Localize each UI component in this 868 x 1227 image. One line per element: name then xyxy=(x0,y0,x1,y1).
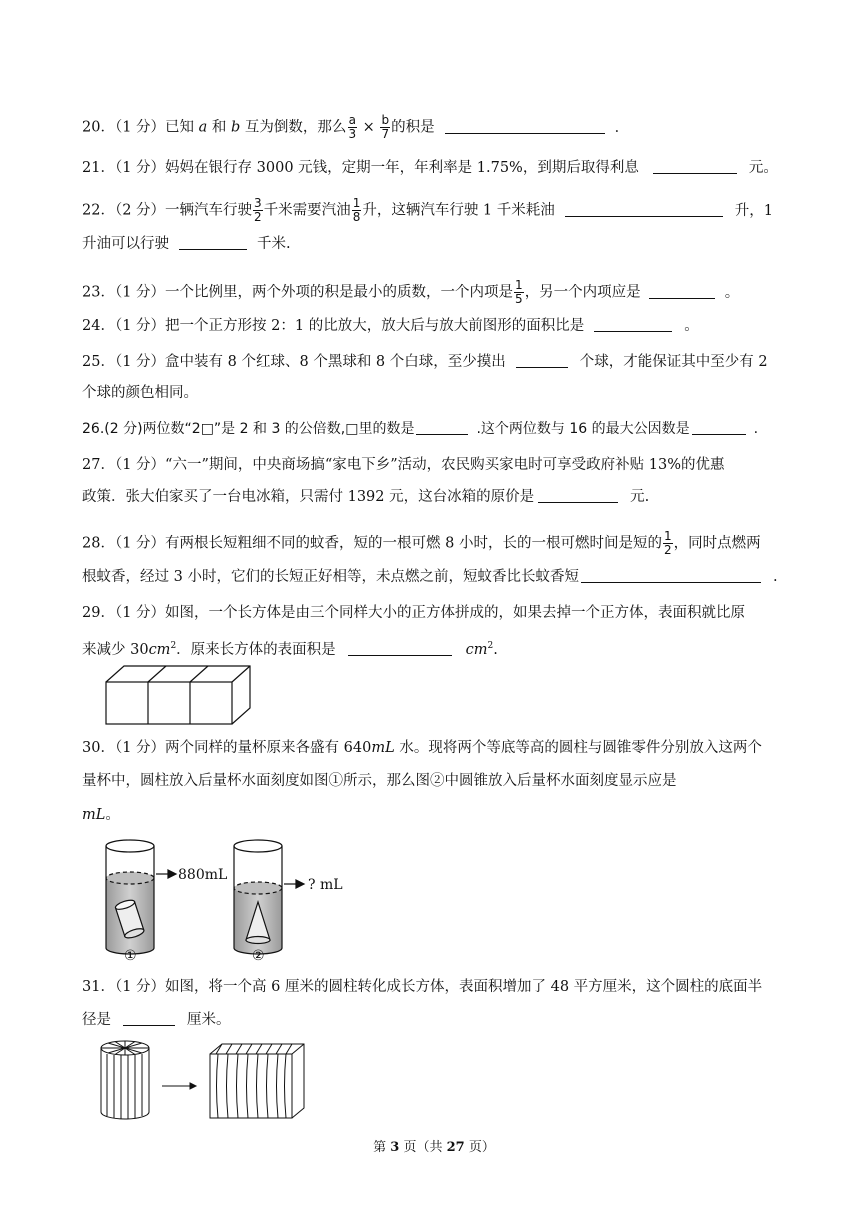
page-footer: 第 3 页（共 27 页） xyxy=(373,1140,495,1155)
cup-1-caption: ① xyxy=(124,948,137,964)
question-22-line2: 升油可以行驶 千米. xyxy=(82,236,291,252)
answer-blank[interactable] xyxy=(179,235,247,250)
cup-2 xyxy=(234,840,304,954)
question-20: 20．（1 分）已知 a 和 b 互为倒数，那么 $\frac{a}{3}$ × $\frac{b}{7}$ 的积是 ． xyxy=(82,113,630,141)
measuring-cups-figure xyxy=(98,836,348,964)
question-number: 20． xyxy=(82,119,115,136)
cup-2-caption: ② xyxy=(252,948,265,964)
question-22: 22．（2 分）一辆汽车行驶 $\frac{3}{2}$ 千米需要汽油 $\frac{1}{8}$ 升，这辆汽车行驶 1 千米耗油 升，1 xyxy=(82,196,774,224)
question-29-line2: 来减少 $30cm^2$．原来长方体的表面积是 $cm^2$. xyxy=(82,641,498,658)
question-26: 26.(2 分)两位数“2□”是 2 和 3 的公倍数,□里的数是 .这个两位数与 16 的最大公因数是 . xyxy=(82,421,759,437)
question-21: 21．（1 分）妈妈在银行存 3000 元钱，定期一年，年利率是 1.75%，到期后取得利息 元。 xyxy=(82,160,778,176)
question-27: 27．（1 分）“六一”期间，中央商场搞“家电下乡”活动，农民购买家电时可享受政府补贴 13%的优惠 xyxy=(82,457,725,473)
cup-1 xyxy=(106,840,176,954)
fraction: $\frac{b}{7}$ xyxy=(381,113,390,141)
page-number: 3 xyxy=(390,1140,400,1155)
answer-blank[interactable] xyxy=(594,317,672,332)
question-27-line2: 政策．张大伯家买了一台电冰箱，只需付 1392 元，这台冰箱的原价是 元. xyxy=(82,489,650,505)
answer-blank[interactable] xyxy=(649,284,715,299)
cuboid-figure xyxy=(100,662,256,728)
fraction: $\frac{1}{5}$ xyxy=(515,278,523,306)
answer-blank[interactable] xyxy=(516,353,568,368)
fraction: $\frac{a}{3}$ xyxy=(348,113,357,141)
question-30: 30．（1 分）两个同样的量杯原来各盛有 640mL 水。现将两个等底等高的圆柱与圆锥零件分别放入这两个 xyxy=(82,740,762,756)
question-31-line2: 径是 厘米。 xyxy=(82,1012,231,1028)
question-23: 23．（1 分）一个比例里，两个外项的积是最小的质数，一个内项是 $\frac{1}{5}$ ，另一个内项应是 。 xyxy=(82,278,740,306)
cup-2-reading: ? mL xyxy=(308,877,343,893)
question-30-line2: 量杯中，圆柱放入后量杯水面刻度如图①所示，那么图②中圆锥放入后量杯水面刻度显示应是 xyxy=(82,773,677,789)
question-28: 28．（1 分）有两根长短粗细不同的蚊香，短的一根可燃 8 小时，长的一根可燃时间是短的 $\frac{1}{2}$ ，同时点燃两 xyxy=(82,529,761,557)
fraction: $\frac{1}{2}$ xyxy=(663,529,672,557)
question-31: 31．（1 分）如图，将一个高 6 厘米的圆柱转化成长方体，表面积增加了 48 平方厘米，这个圆柱的底面半 xyxy=(82,979,763,995)
question-25-line2: 个球的颜色相同。 xyxy=(82,385,198,401)
answer-blank[interactable] xyxy=(581,568,761,583)
cylinder-to-cuboid-figure xyxy=(98,1038,310,1124)
answer-blank[interactable] xyxy=(653,159,737,174)
fraction: $\frac{1}{8}$ xyxy=(352,196,361,224)
answer-blank[interactable] xyxy=(692,420,746,435)
cup-1-reading: 880mL xyxy=(178,867,228,883)
question-24: 24．（1 分）把一个正方形按 2：1 的比放大，放大后与放大前图形的面积比是 。 xyxy=(82,318,699,334)
question-25: 25．（1 分）盒中装有 8 个红球、8 个黑球和 8 个白球，至少摸出 个球，才能保证其中至少有 2 xyxy=(82,354,768,370)
answer-blank[interactable] xyxy=(565,202,723,217)
question-29: 29．（1 分）如图，一个长方体是由三个同样大小的正方体拼成的，如果去掉一个正方体，表面积就比原 xyxy=(82,605,746,621)
question-28-line2: 根蚊香，经过 3 小时，它们的长短正好相等，未点燃之前，短蚊香比长蚊香短 . xyxy=(82,569,778,585)
answer-blank[interactable] xyxy=(445,119,605,134)
fraction: $\frac{3}{2}$ xyxy=(254,196,262,224)
answer-blank[interactable] xyxy=(348,641,452,656)
answer-blank[interactable] xyxy=(416,420,468,435)
answer-blank[interactable] xyxy=(538,488,618,503)
page-total: 27 xyxy=(446,1140,465,1155)
answer-blank[interactable] xyxy=(123,1011,175,1026)
question-30-line3: mL。 xyxy=(82,807,120,823)
